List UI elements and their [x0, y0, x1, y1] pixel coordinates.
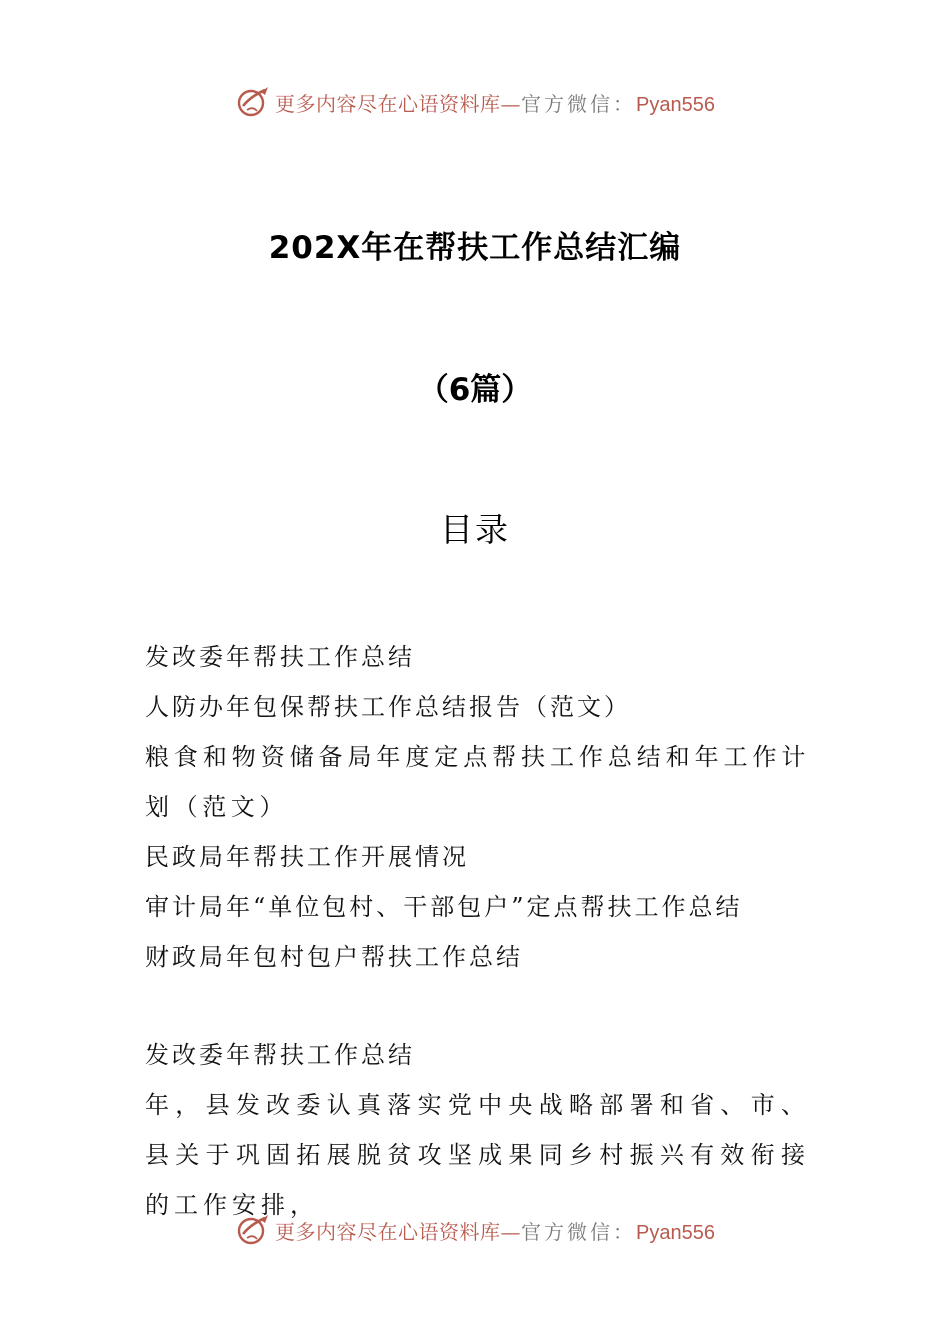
- watermark-wechat-label: 官方微信：: [521, 1219, 637, 1244]
- toc-item[interactable]: 发改委年帮扶工作总结: [145, 643, 415, 671]
- section-paragraph: 年，县发改委认真落实党中央战略部署和省、市、县关于巩固拓展脱贫攻坚成果同乡村振兴有效衔接的工作安排，: [145, 1091, 810, 1219]
- watermark-dash: —: [500, 1219, 522, 1244]
- table-of-contents: [145, 632, 810, 982]
- document-subtitle: （6篇）: [417, 372, 533, 408]
- watermark-wechat-id: Pyan556: [636, 1221, 715, 1244]
- watermark-text: [275, 1216, 715, 1245]
- watermark-dash: —: [500, 91, 522, 116]
- toc-item[interactable]: 民政局年帮扶工作开展情况: [145, 843, 469, 871]
- document-title: 202X年在帮扶工作总结汇编: [268, 230, 682, 266]
- section-heading: 发改委年帮扶工作总结: [145, 1041, 415, 1069]
- header-watermark: [0, 82, 950, 122]
- toc-heading: 目录: [440, 510, 510, 549]
- toc-item[interactable]: 人防办年包保帮扶工作总结报告（范文）: [145, 693, 631, 721]
- toc-item[interactable]: 审计局年“单位包村、干部包户”定点帮扶工作总结: [145, 893, 743, 921]
- watermark-wechat-label: 官方微信：: [521, 91, 637, 116]
- watermark-wechat-id: Pyan556: [636, 93, 715, 116]
- watermark-prefix: 更多内容尽在心语资料库: [275, 91, 501, 116]
- pen-logo-icon: [235, 1212, 271, 1248]
- watermark-text: [275, 88, 715, 117]
- watermark-prefix: 更多内容尽在心语资料库: [275, 1219, 501, 1244]
- toc-item[interactable]: 财政局年包村包户帮扶工作总结: [145, 943, 523, 971]
- first-section: [145, 1030, 810, 1230]
- toc-item[interactable]: 粮食和物资储备局年度定点帮扶工作总结和年工作计划（范文）: [145, 743, 810, 821]
- pen-logo-icon: [235, 84, 271, 120]
- footer-watermark: [0, 1210, 950, 1250]
